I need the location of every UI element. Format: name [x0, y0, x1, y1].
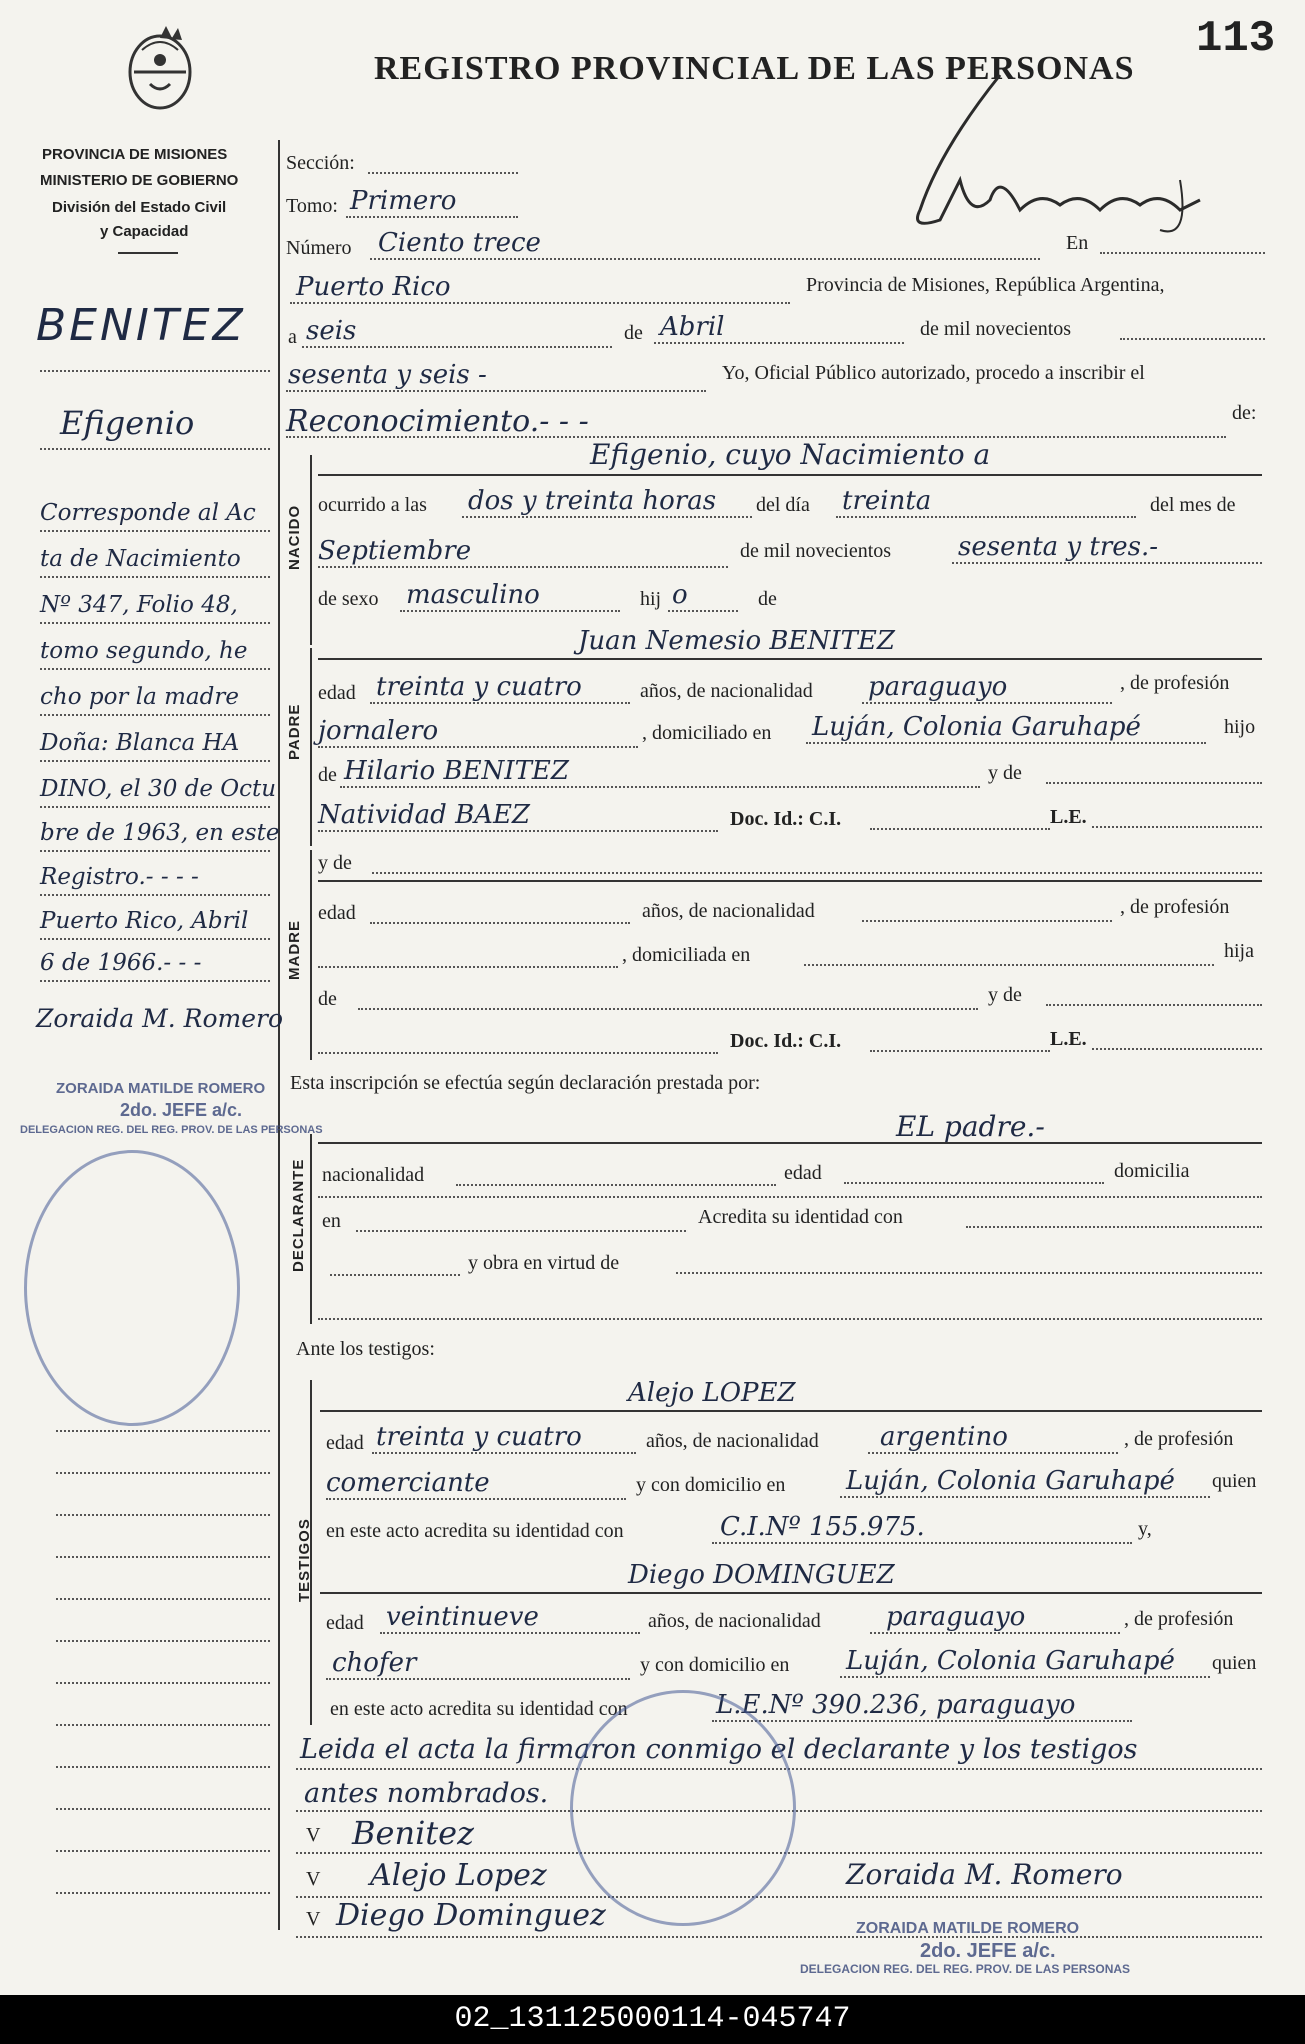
- testigo2-nombre: Diego DOMINGUEZ: [628, 1560, 895, 1590]
- nacido-nombre: Efigenio, cuyo Nacimiento a: [590, 438, 991, 471]
- tomo-value: Primero: [350, 186, 457, 216]
- margin-note-4: tomo segundo, he: [40, 638, 248, 664]
- firma-testigo-2: Diego Dominguez: [336, 1898, 606, 1933]
- margin-surname-line: [40, 370, 270, 372]
- margin-rule: [40, 622, 270, 624]
- testigo2-identidad-value: L.E.Nº 390.236, paraguayo: [716, 1690, 1076, 1720]
- margin-rule: [56, 1430, 270, 1432]
- testigo2-domicilio-label: y con domicilio en: [640, 1654, 790, 1676]
- declarante-edad-label: edad: [784, 1162, 822, 1184]
- nacido-dia-value: treinta: [842, 486, 932, 516]
- padre-profesion-line: [318, 746, 638, 748]
- testigo2-edad-line: [380, 1632, 640, 1634]
- testigo1-quien-label: quien: [1212, 1470, 1257, 1492]
- padre-de-label: de: [318, 764, 337, 786]
- testigo1-edad-line: [372, 1452, 636, 1454]
- testigo2-profesion-value: chofer: [332, 1648, 417, 1678]
- margin-rule: [40, 806, 270, 808]
- padre-nacionalidad-value: paraguayo: [868, 672, 1008, 702]
- margin-note-7: DINO, el 30 de Octu: [40, 776, 277, 802]
- madre-label: MADRE: [286, 920, 303, 980]
- declarante-nacionalidad-label: nacionalidad: [322, 1164, 425, 1186]
- nacido-name-line: [318, 474, 1262, 476]
- testigo1-identidad-value: C.I.Nº 155.975.: [720, 1512, 925, 1542]
- v-mark-1: V: [306, 1824, 321, 1846]
- testigo1-nacionalidad-label: años, de nacionalidad: [646, 1430, 819, 1452]
- abuelo-value: Hilario BENITEZ: [344, 756, 569, 786]
- abuela-line: [318, 830, 718, 832]
- hijo-line: [668, 610, 738, 612]
- en-line: [1100, 252, 1265, 254]
- testigo1-identidad-line: [712, 1542, 1132, 1544]
- declarante-obra-rule: [318, 1318, 1262, 1320]
- margin-signature: Zoraida M. Romero: [36, 1004, 283, 1033]
- testigo1-y-label: y,: [1138, 1518, 1152, 1540]
- testigo1-edad-label: edad: [326, 1432, 364, 1454]
- margin-stamp-role: 2do. JEFE a/c.: [120, 1100, 243, 1120]
- cierre-stamp-role: 2do. JEFE a/c.: [920, 1940, 1056, 1962]
- testigo1-nacionalidad-value: argentino: [880, 1422, 1008, 1452]
- madre-domicilio-line: [804, 964, 1214, 966]
- margin-rule: [40, 894, 270, 896]
- declarante-label: DECLARANTE: [290, 1158, 307, 1272]
- dia-line: [302, 346, 612, 348]
- seccion-line: [368, 172, 518, 174]
- nacido-de-label: de: [758, 588, 777, 610]
- v-mark-2: V: [306, 1868, 321, 1890]
- madre-le-line: [1092, 1048, 1262, 1050]
- padre-edad-line: [370, 702, 630, 704]
- padre-hijo-label: hijo: [1224, 716, 1256, 738]
- declarante-en-line: [356, 1230, 686, 1232]
- nacido-dia-line: [836, 516, 1136, 518]
- madre-edad-line: [370, 922, 630, 924]
- cierre-texto-2: antes nombrados.: [304, 1778, 549, 1809]
- testigo2-domicilio-value: Luján, Colonia Garuhapé: [846, 1646, 1175, 1676]
- margin-rule: [56, 1766, 270, 1768]
- testigo1-edad-value: treinta y cuatro: [376, 1422, 582, 1452]
- madre-abuela2-line: [318, 1052, 718, 1054]
- testigo1-profesion-label: , de profesión: [1124, 1428, 1234, 1450]
- en-label: En: [1066, 232, 1089, 254]
- declarante-nombre: EL padre.-: [896, 1110, 1045, 1143]
- sexo-line: [400, 610, 620, 612]
- margin-note-6: Doña: Blanca HA: [40, 730, 240, 756]
- madre-nacionalidad-label: años, de nacionalidad: [642, 900, 815, 922]
- padre-le-line: [1092, 826, 1262, 828]
- testigo2-profesion-line: [326, 1678, 630, 1680]
- hora-value: dos y treinta horas: [468, 486, 717, 516]
- margin-note-5: cho por la madre: [40, 684, 239, 710]
- padre-y-de-line: [1046, 782, 1262, 784]
- padre-edad-label: edad: [318, 682, 356, 704]
- declarante-nacionalidad-line: [456, 1184, 776, 1186]
- lugar-line: [290, 302, 790, 304]
- testigo2-edad-value: veintinueve: [386, 1602, 539, 1632]
- nacido-anio-line: [952, 562, 1262, 564]
- nacido-bracket: [310, 455, 312, 645]
- madre-profesion-line: [318, 966, 618, 968]
- margin-rule: [56, 1724, 270, 1726]
- madre-name-rule: [318, 880, 1262, 882]
- margin-rule: [56, 1808, 270, 1810]
- testigo2-quien-label: quien: [1212, 1652, 1257, 1674]
- provincia-text: Provincia de Misiones, República Argentina,: [806, 274, 1165, 296]
- declarante-bracket: [310, 1134, 312, 1324]
- dia-value: seis: [306, 316, 357, 346]
- padre-profesion-value: jornalero: [318, 716, 439, 746]
- v-mark-3: V: [306, 1908, 321, 1930]
- page-number: 113: [1196, 14, 1276, 64]
- margin-note-11: 6 de 1966.- - -: [40, 950, 202, 976]
- madre-abuelo-line: [358, 1008, 978, 1010]
- madre-doc-line: [870, 1050, 1050, 1052]
- margin-rule: [40, 938, 270, 940]
- testigo2-nacionalidad-label: años, de nacionalidad: [648, 1610, 821, 1632]
- madre-edad-label: edad: [318, 902, 356, 924]
- round-seal-margin: [24, 1150, 240, 1426]
- mes-value: Abril: [660, 312, 725, 342]
- margin-rule: [40, 576, 270, 578]
- nacido-label: NACIDO: [286, 504, 303, 570]
- lugar-value: Puerto Rico: [296, 272, 451, 302]
- padre-domicilio-value: Luján, Colonia Garuhapé: [812, 712, 1141, 742]
- institution-line-3: División del Estado Civil: [52, 199, 227, 216]
- testigos-label: TESTIGOS: [296, 1518, 313, 1602]
- margin-stamp-org: DELEGACION REG. DEL REG. PROV. DE LAS PERSONAS: [20, 1124, 323, 1136]
- margin-note-2: ta de Nacimiento: [40, 546, 241, 572]
- margin-rule: [40, 530, 270, 532]
- margin-note-9: Registro.- - - -: [40, 864, 199, 890]
- padre-name-line: [318, 658, 1262, 660]
- margin-divider: [278, 140, 280, 1930]
- nacido-mes-value: Septiembre: [318, 536, 472, 566]
- de-colon: de:: [1232, 402, 1257, 424]
- testigo1-domicilio-line: [840, 1496, 1210, 1498]
- margin-name-line: [40, 448, 270, 450]
- round-seal-bottom: [570, 1690, 796, 1926]
- madre-hija-label: hija: [1224, 940, 1254, 962]
- testigo2-acredita-label: en este acto acredita su identidad con: [330, 1698, 628, 1720]
- margin-rule: [40, 980, 270, 982]
- abuela-value: Natividad BAEZ: [318, 800, 530, 830]
- testigo1-domicilio-label: y con domicilio en: [636, 1474, 786, 1496]
- nacido-mes-line: [318, 566, 728, 568]
- testigo1-profesion-line: [326, 1498, 626, 1500]
- page-title: REGISTRO PROVINCIAL DE LAS PERSONAS: [374, 50, 1135, 87]
- declarante-domicilio-label: domicilia: [1114, 1160, 1190, 1182]
- sexo-label: de sexo: [318, 588, 379, 610]
- scan-id-footer: 02_131125000114-045747: [0, 1995, 1305, 2044]
- padre-doc-line: [870, 828, 1050, 830]
- cierre-texto-1: Leida el acta la firmaron conmigo el declarante y los testigos: [300, 1734, 1138, 1765]
- margin-stamp-name: ZORAIDA MATILDE ROMERO: [56, 1080, 266, 1097]
- margin-note-10: Puerto Rico, Abril: [40, 908, 249, 934]
- numero-line: [370, 258, 1040, 260]
- testigo1-profesion-value: comerciante: [326, 1468, 490, 1498]
- margin-rule: [56, 1850, 270, 1852]
- de-label: de: [624, 322, 643, 344]
- padre-doc-label: Doc. Id.: C.I.: [730, 808, 842, 830]
- margin-note-1: Corresponde al Ac: [40, 500, 256, 526]
- testigo2-identidad-line: [712, 1720, 1132, 1722]
- madre-y-de-label: y de: [318, 852, 352, 874]
- madre-nacionalidad-line: [862, 920, 1112, 922]
- testigo1-acredita-label: en este acto acredita su identidad con: [326, 1520, 624, 1542]
- madre-nombre-line: [372, 872, 1262, 874]
- declarante-name-line: [318, 1142, 1262, 1144]
- margin-rule: [56, 1640, 270, 1642]
- declarante-obra-label: y obra en virtud de: [468, 1252, 620, 1274]
- padre-nacionalidad-label: años, de nacionalidad: [640, 680, 813, 702]
- margin-rule: [56, 1598, 270, 1600]
- anio-line: [286, 390, 706, 392]
- padre-nombre: Juan Nemesio BENITEZ: [578, 626, 895, 656]
- anio-value: sesenta y seis -: [288, 360, 487, 390]
- margin-rule: [56, 1472, 270, 1474]
- margin-rule: [56, 1892, 270, 1894]
- madre-abuela-line: [1046, 1004, 1262, 1006]
- cierre-stamp-name: ZORAIDA MATILDE ROMERO: [856, 1920, 1080, 1937]
- testigo1-nombre: Alejo LOPEZ: [628, 1378, 796, 1408]
- abuelo-line: [340, 786, 980, 788]
- padre-edad-value: treinta y cuatro: [376, 672, 582, 702]
- testigo1-name-line: [320, 1410, 1262, 1412]
- nacido-mil-label: de mil novecientos: [740, 540, 892, 562]
- padre-domicilio-line: [806, 742, 1206, 744]
- coat-of-arms-icon: [120, 20, 200, 112]
- registrar-signature: [880, 70, 1220, 240]
- del-mes-label: del mes de: [1150, 494, 1236, 516]
- margin-surname: BENITEZ: [36, 300, 246, 351]
- margin-rule: [40, 850, 270, 852]
- tomo-label: Tomo:: [286, 195, 338, 217]
- madre-y-de2-label: y de: [988, 984, 1022, 1006]
- madre-domiciliada-label: , domiciliada en: [622, 944, 751, 966]
- numero-value: Ciento trece: [378, 228, 541, 258]
- declarante-obra-line: [676, 1272, 1262, 1274]
- testigo2-nacionalidad-line: [870, 1632, 1120, 1634]
- institution-underline: [118, 252, 178, 254]
- declarante-acredita-label: Acredita su identidad con: [698, 1206, 903, 1228]
- nacido-anio-value: sesenta y tres.-: [958, 532, 1159, 562]
- tomo-line: [346, 216, 518, 218]
- oficial-text: Yo, Oficial Público autorizado, procedo a inscribir el: [722, 362, 1145, 384]
- testigo1-nacionalidad-line: [868, 1452, 1118, 1454]
- madre-profesion-label: , de profesión: [1120, 896, 1230, 918]
- ocurrido-label: ocurrido a las: [318, 494, 427, 516]
- padre-profesion-label: , de profesión: [1120, 672, 1230, 694]
- margin-rule: [56, 1556, 270, 1558]
- mes-line: [654, 342, 904, 344]
- declarante-doc-line: [330, 1274, 460, 1276]
- margin-rule: [56, 1514, 270, 1516]
- numero-label: Número: [286, 237, 352, 259]
- padre-bracket: [310, 648, 312, 846]
- institution-line-4: y Capacidad: [100, 223, 189, 240]
- margin-rule: [56, 1682, 270, 1684]
- madre-doc-label: Doc. Id.: C.I.: [730, 1030, 842, 1052]
- padre-y-de-label: y de: [988, 762, 1022, 784]
- firma-line-3: [296, 1936, 1262, 1938]
- declarante-edad-line: [844, 1182, 1104, 1184]
- institution-line-2: MINISTERIO DE GOBIERNO: [40, 172, 239, 189]
- margin-rule: [40, 714, 270, 716]
- madre-bracket: [310, 850, 312, 1060]
- testigo2-domicilio-line: [840, 1676, 1210, 1678]
- padre-nacionalidad-line: [862, 702, 1112, 704]
- cierre-stamp-org: DELEGACION REG. DEL REG. PROV. DE LAS PERSONAS: [800, 1962, 1131, 1976]
- testigo2-edad-label: edad: [326, 1612, 364, 1634]
- margin-rule: [40, 668, 270, 670]
- madre-le-label: L.E.: [1050, 1028, 1087, 1050]
- acto-value: Reconocimiento.- - -: [286, 404, 589, 439]
- testigo2-nacionalidad-value: paraguayo: [886, 1602, 1026, 1632]
- testigo2-profesion-label: , de profesión: [1124, 1608, 1234, 1630]
- hijo-label: hij: [640, 588, 662, 610]
- testigo1-domicilio-value: Luján, Colonia Garuhapé: [846, 1466, 1175, 1496]
- madre-de-label: de: [318, 988, 337, 1010]
- padre-le-label: L.E.: [1050, 806, 1087, 828]
- firma-oficial: Zoraida M. Romero: [846, 1858, 1123, 1891]
- margin-rule: [40, 760, 270, 762]
- margin-given-name: Efigenio: [60, 404, 195, 442]
- firma-testigo-1: Alejo Lopez: [370, 1858, 547, 1893]
- declarante-intro: Esta inscripción se efectúa según declaración prestada por:: [290, 1072, 761, 1094]
- declarante-acredita-line: [966, 1226, 1262, 1228]
- margin-note-3: Nº 347, Folio 48,: [40, 592, 238, 618]
- firma-declarante: Benitez: [352, 1814, 474, 1852]
- testigo2-name-line: [320, 1592, 1262, 1594]
- del-dia-label: del día: [756, 494, 810, 516]
- hora-line: [462, 516, 752, 518]
- hijo-value: o: [672, 580, 688, 610]
- mil-line: [1120, 338, 1265, 340]
- margin-note-8: bre de 1963, en este: [40, 820, 280, 846]
- declarante-en-label: en: [322, 1210, 341, 1232]
- padre-label: PADRE: [286, 703, 303, 760]
- sexo-value: masculino: [406, 580, 540, 610]
- institution-line-1: PROVINCIA DE MISIONES: [42, 146, 228, 163]
- padre-domiciliado-label: , domiciliado en: [642, 722, 772, 744]
- testigos-intro: Ante los testigos:: [296, 1338, 435, 1360]
- mil-text: de mil novecientos: [920, 318, 1072, 340]
- a-label: a: [288, 326, 297, 348]
- seccion-label: Sección:: [286, 152, 355, 174]
- declarante-domicilio-rule: [318, 1196, 1262, 1198]
